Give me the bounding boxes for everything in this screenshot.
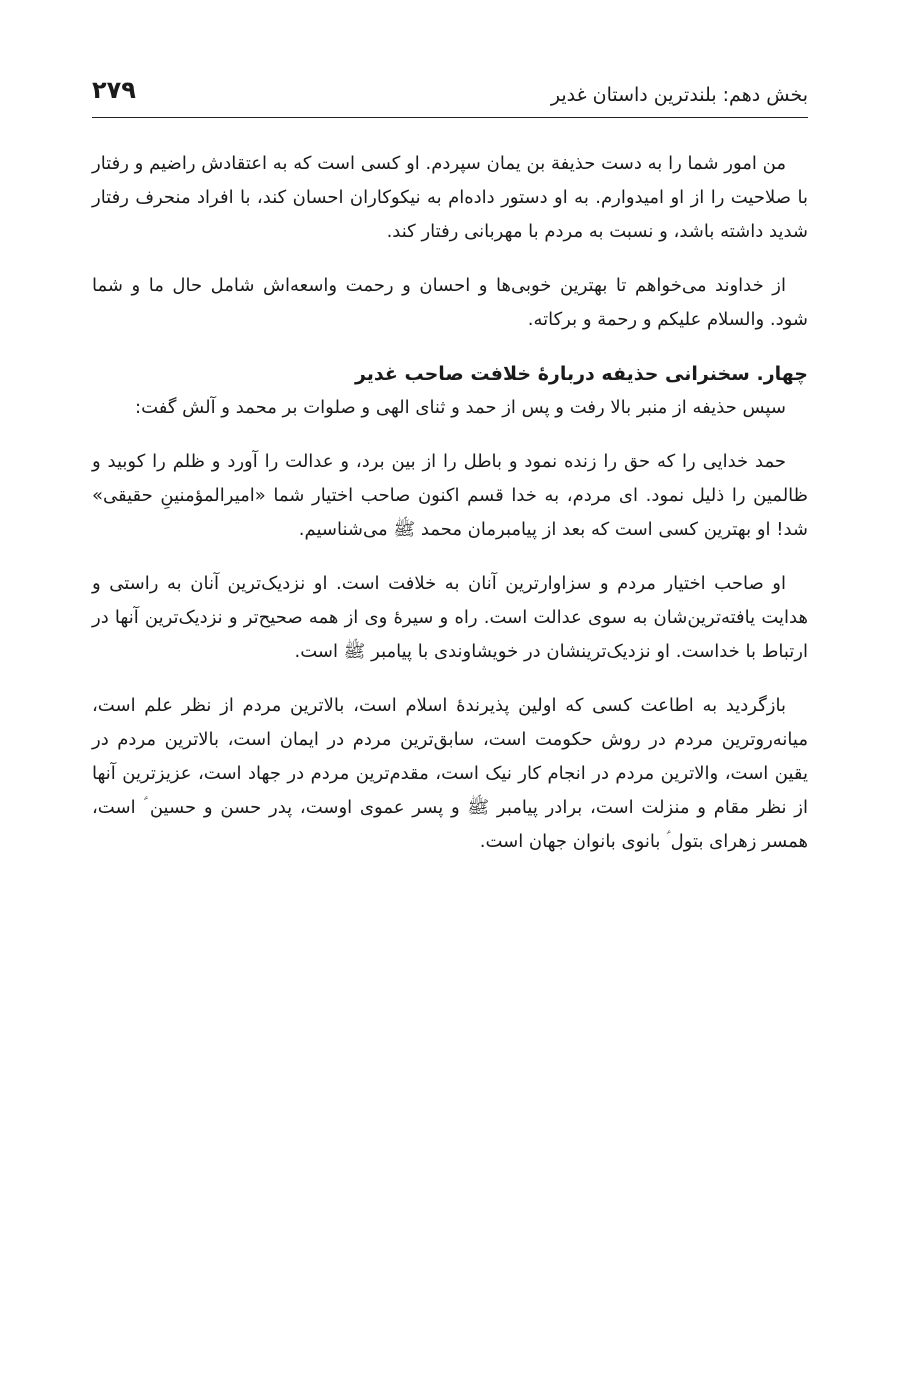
paragraph: سپس حذیفه از منبر بالا رفت و پس از حمد و ثنای الهی و صلوات بر محمد و آلش گفت:: [135, 397, 786, 418]
paragraph: از خداوند می‌خواهم تا بهترین خوبی‌ها و احسان و رحمت واسعه‌اش شامل حال ما و شما شود. والسلام علیکم و رحمة و برکاته.: [92, 275, 808, 330]
paragraph: او صاحب اختیار مردم و سزاوارترین آنان به خلافت است. او نزدیک‌ترین آنان به راستی و هدایت یافته‌ترین‌شان به سوی عدالت است. راه و سیرهٔ وی از همه صحیح‌تر و نزدیک‌ترین آنها در ارتباط با خداست. او نزدیک‌ترینشان در خویشاوندی با پیامبر ﷺ است.: [92, 573, 808, 662]
paragraph: من امور شما را به دست حذیفة بن یمان سپردم. او کسی است که به اعتقادش راضیم و رفتار با صلاحیت را از او امیدوارم. به او دستور داده‌ام به نیکوکاران احسان کند، با افراد منحرف رفتار شدید داشته باشد، و نسبت به مردم با مهربانی رفتار کند.: [92, 153, 808, 242]
page-header: [92, 62, 808, 116]
header-rule: [92, 117, 808, 118]
body-text: [92, 147, 808, 859]
page-number: ۲۷۹: [92, 76, 136, 104]
section-heading: چهار. سخنرانی حذیفه دربارهٔ خلافت صاحب غدیر: [354, 363, 808, 385]
running-head: بخش دهم: بلندترین داستان غدیر: [550, 84, 808, 106]
paragraph: بازگردید به اطاعت کسی که اولین پذیرندهٔ اسلام است، بالاترین مردم از نظر علم است، میانه‌روترین مردم در روش حکومت است، سابق‌ترین مردم در ایمان است، بالاترین مردم در یقین است، والاترین مردم در انجام کار نیک است، مقدم‌ترین مردم در جهاد است، عزیزترین آنها از نظر مقام و منزلت است، برادر پیامبر ﷺ و پسر عموی اوست، پدر حسن و حسین ؑ است، همسر زهرای بتول ؑ بانوی بانوان جهان است.: [92, 695, 808, 852]
paragraph: حمد خدایی را که حق را زنده نمود و باطل را از بین برد، و عدالت را آورد و ظلم را کوبید و ظالمین را ذلیل نمود. ای مردم، به خدا قسم اکنون صاحب اختیار شما «امیرالمؤمنینِ حقیقی» شد! او بهترین کسی است که بعد از پیامبرمان محمد ﷺ می‌شناسیم.: [92, 451, 808, 540]
